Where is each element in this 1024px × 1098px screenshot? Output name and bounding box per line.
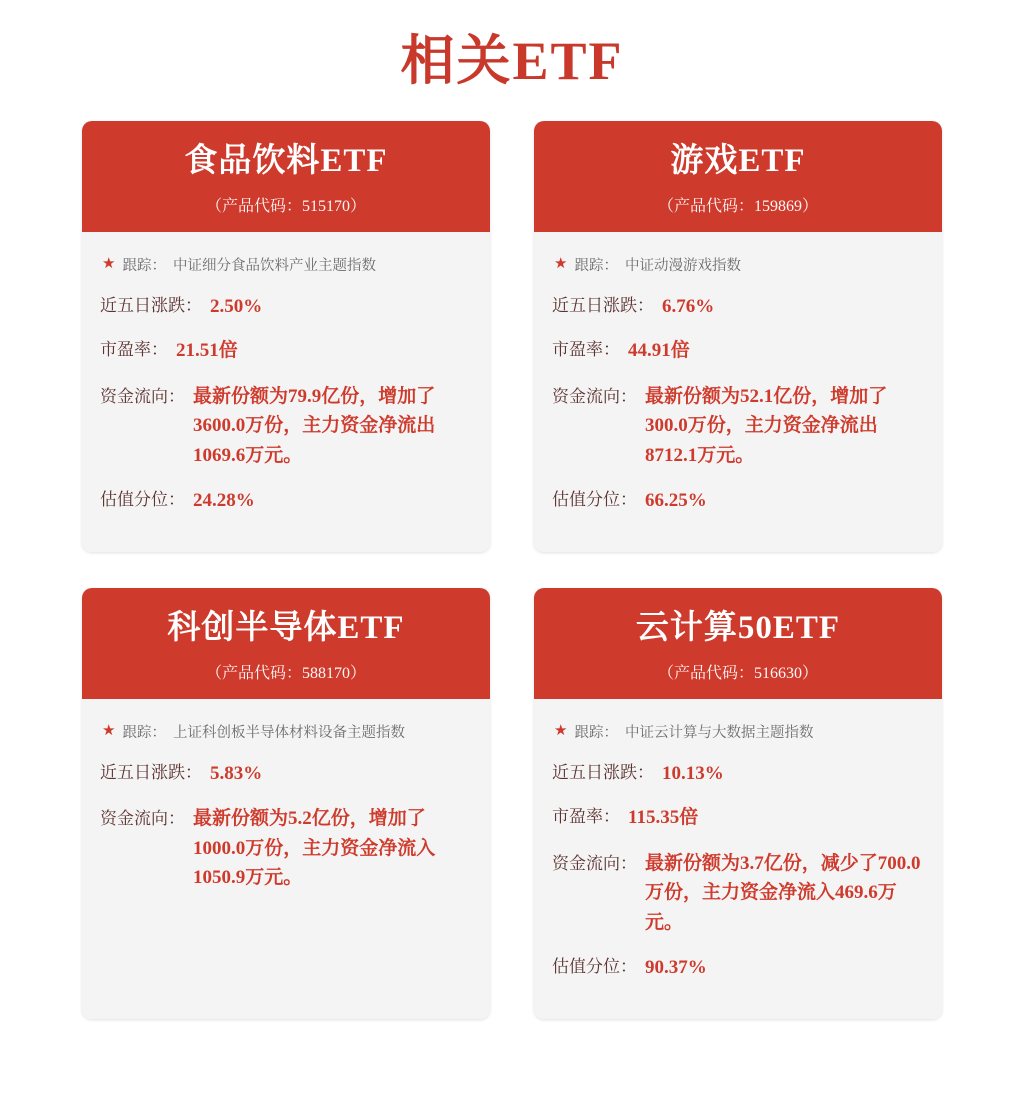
metric-label: 估值分位： bbox=[552, 957, 637, 977]
etf-card[interactable] bbox=[82, 121, 490, 552]
metric-label: 资金流向： bbox=[552, 853, 637, 873]
metric-label: 市盈率： bbox=[552, 340, 620, 360]
metric-label: 近五日涨跌： bbox=[552, 762, 654, 782]
metric-value: 66.25% bbox=[645, 490, 707, 512]
metric-label: 近五日涨跌： bbox=[100, 762, 202, 782]
star-icon: ★ bbox=[554, 722, 568, 739]
metric-label: 估值分位： bbox=[552, 490, 637, 510]
track-row bbox=[554, 721, 924, 742]
etf-card[interactable] bbox=[82, 588, 490, 1019]
metric-fund-flow bbox=[100, 382, 472, 470]
metric-value: 最新份额为52.1亿份，增加了300.0万份，主力资金净流出8712.1万元。 bbox=[645, 386, 888, 466]
etf-page bbox=[0, 18, 1024, 1098]
star-icon: ★ bbox=[102, 722, 116, 739]
track-row bbox=[102, 721, 472, 742]
metric-label: 近五日涨跌： bbox=[552, 295, 654, 315]
code-prefix: （产品代码： bbox=[205, 197, 302, 215]
metric-label: 市盈率： bbox=[552, 807, 620, 827]
code-value: 159869 bbox=[754, 197, 802, 215]
code-value: 588170 bbox=[302, 664, 350, 682]
track-label: 跟踪： bbox=[122, 724, 166, 741]
code-suffix: ） bbox=[350, 197, 367, 215]
code-suffix: ） bbox=[802, 197, 819, 215]
etf-card-body bbox=[82, 699, 490, 1019]
metric-valuation bbox=[100, 487, 472, 515]
metric-value: 最新份额为3.7亿份，减少了700.0万份，主力资金净流入469.6万元。 bbox=[645, 852, 921, 933]
metric-fund-flow bbox=[100, 804, 472, 892]
track-row bbox=[102, 254, 472, 275]
track-label: 跟踪： bbox=[122, 257, 166, 274]
metric-label: 近五日涨跌： bbox=[100, 295, 202, 315]
track-value: 中证细分食品饮料产业主题指数 bbox=[172, 257, 376, 274]
metric-label: 估值分位： bbox=[100, 490, 185, 510]
etf-card-header bbox=[534, 588, 942, 699]
etf-code bbox=[92, 660, 480, 683]
etf-code bbox=[544, 193, 932, 216]
metric-pe bbox=[552, 337, 924, 365]
etf-card-header bbox=[534, 121, 942, 232]
metric-value: 44.91倍 bbox=[628, 340, 690, 362]
code-prefix: （产品代码： bbox=[657, 664, 754, 682]
metric-label: 资金流向： bbox=[100, 387, 185, 407]
code-prefix: （产品代码： bbox=[205, 664, 302, 682]
etf-card-body bbox=[534, 699, 942, 1019]
metric-value: 最新份额为5.2亿份，增加了1000.0万份，主力资金净流入1050.9万元。 bbox=[193, 808, 436, 889]
etf-code bbox=[92, 193, 480, 216]
metric-valuation bbox=[552, 487, 924, 515]
metric-value: 2.50% bbox=[210, 295, 263, 317]
metric-value: 5.83% bbox=[210, 762, 263, 784]
metric-pe bbox=[100, 337, 472, 365]
etf-name: 云计算50ETF bbox=[635, 609, 841, 646]
metric-value: 21.51倍 bbox=[176, 340, 238, 362]
metric-change5d bbox=[100, 760, 472, 788]
etf-card[interactable] bbox=[534, 121, 942, 552]
track-value: 中证动漫游戏指数 bbox=[624, 257, 741, 274]
etf-card[interactable] bbox=[534, 588, 942, 1019]
code-value: 516630 bbox=[754, 664, 802, 682]
metric-fund-flow bbox=[552, 382, 924, 470]
metric-value: 最新份额为79.9亿份，增加了3600.0万份，主力资金净流出1069.6万元。 bbox=[193, 386, 436, 466]
metric-value: 115.35倍 bbox=[628, 807, 699, 829]
etf-card-body bbox=[534, 232, 942, 552]
metric-change5d bbox=[100, 293, 472, 321]
metric-change5d bbox=[552, 760, 924, 788]
star-icon: ★ bbox=[102, 255, 116, 272]
etf-card-body bbox=[82, 232, 490, 552]
etf-name: 科创半导体ETF bbox=[167, 609, 405, 646]
code-prefix: （产品代码： bbox=[657, 197, 754, 215]
page-title: 相关ETF bbox=[400, 31, 624, 91]
metric-value: 10.13% bbox=[662, 762, 724, 784]
track-value: 中证云计算与大数据主题指数 bbox=[624, 724, 814, 741]
metric-value: 6.76% bbox=[662, 295, 715, 317]
track-label: 跟踪： bbox=[574, 724, 618, 741]
metric-change5d bbox=[552, 293, 924, 321]
etf-name: 游戏ETF bbox=[670, 143, 806, 179]
etf-code bbox=[544, 660, 932, 683]
track-row bbox=[554, 254, 924, 275]
metric-value: 24.28% bbox=[193, 490, 255, 512]
etf-card-header bbox=[82, 121, 490, 232]
metric-value: 90.37% bbox=[645, 957, 707, 979]
metric-fund-flow bbox=[552, 849, 924, 937]
code-suffix: ） bbox=[802, 664, 819, 682]
track-label: 跟踪： bbox=[574, 257, 618, 274]
metric-label: 资金流向： bbox=[552, 387, 637, 407]
code-suffix: ） bbox=[350, 664, 367, 682]
etf-card-header bbox=[82, 588, 490, 699]
metric-label: 市盈率： bbox=[100, 340, 168, 360]
etf-name: 食品饮料ETF bbox=[184, 143, 388, 179]
star-icon: ★ bbox=[554, 255, 568, 272]
metric-pe bbox=[552, 804, 924, 832]
code-value: 515170 bbox=[302, 197, 350, 215]
track-value: 上证科创板半导体材料设备主题指数 bbox=[172, 724, 405, 741]
etf-card-grid bbox=[0, 121, 1024, 1019]
metric-valuation bbox=[552, 954, 924, 982]
metric-label: 资金流向： bbox=[100, 809, 185, 829]
